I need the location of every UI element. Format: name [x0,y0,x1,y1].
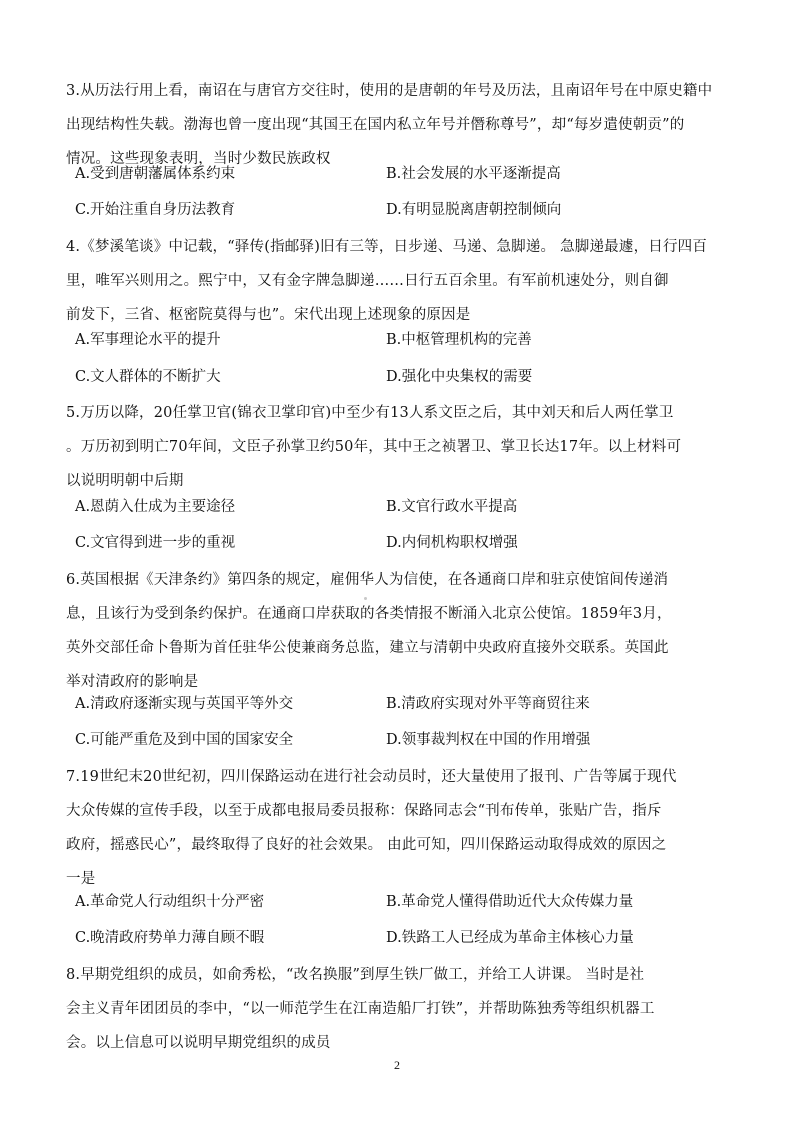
question-6-line-1: 6.英国根据《天津条约》第四条的规定，雇佣华人为信使，在各通商口岸和驻京使馆间传递消 [66,572,669,588]
question-5-line-2: 。万历初到明亡70年间，文臣子孙掌卫约50年，其中王之祯署卫、掌卫长达17年。以上材料可 [66,439,682,455]
question-3-option-d: D.有明显脱离唐朝控制倾向 [386,202,562,218]
question-5-option-d: D.内伺机构职权增强 [386,535,518,551]
question-7-option-c: C.晚清政府势单力薄自顾不暇 [75,930,265,946]
question-7-option-d: D.铁路工人已经成为革命主体核心力量 [386,930,634,946]
question-7-line-3: 政府，摇惑民心”，最终取得了良好的社会效果。 由此可知，四川保路运动取得成效的原因之 [66,837,667,853]
question-3-option-c: C.开始注重自身历法教育 [75,202,236,218]
question-5-option-c: C.文官得到进一步的重视 [75,535,236,551]
question-8-line-1: 8.早期党组织的成员，如俞秀松，“改名换服”到厚生铁厂做工，并给工人讲课。 当时是社 [66,967,645,983]
question-6-option-c: C.可能严重危及到中国的国家安全 [75,732,294,748]
question-6-line-2: 息，且该行为受到条约保护。在通商口岸获取的各类情报不断涌入北京公使馆。1859年3月， [66,606,672,622]
question-6-option-d: D.领事裁判权在中国的作用增强 [386,732,591,748]
question-6-line-3: 英外交部任命卜鲁斯为首任驻华公使兼商务总监，建立与清朝中央政府直接外交联系。英国此 [66,640,669,656]
question-7-line-2: 大众传媒的宣传手段，以至于成都电报局委员报称：保路同志会“刊布传单，张贴广告，指斥 [66,803,662,819]
question-4-line-2: 里，唯军兴则用之。熙宁中，又有金字牌急脚递……日行五百余里。有军前机速处分，则自御 [66,273,669,289]
question-7-line-4: 一是 [66,871,96,887]
question-8-stem [66,958,734,1060]
question-6-stem [66,563,734,699]
question-5-stem [66,396,734,498]
question-4-line-1: 4.《梦溪笔谈》中记载，“驿传(指邮驿)旧有三等，日步递、马递、急脚递。 急脚递最遽，日行四百 [66,239,708,255]
question-4-option-c: C.文人群体的不断扩大 [75,369,221,385]
question-8-line-2: 会主义青年团团员的李中，“以一师范学生在江南造船厂打铁”，并帮助陈独秀等组织机器工 [66,1001,655,1017]
question-4-line-3: 前发下，三省、枢密院莫得与也”。宋代出现上述现象的原因是 [66,307,471,323]
question-5-line-1: 5.万历以降，20任掌卫官(锦衣卫掌印官)中至少有13人系文臣之后，其中刘天和后人两任掌卫 [66,405,674,421]
question-3-option-a: A.受到唐朝藩属体系约束 [75,166,236,182]
question-7-line-1: 7.19世纪末20世纪初，四川保路运动在进行社会动员时，还大量使用了报刊、广告等属于现代 [66,769,677,785]
question-3-line-2: 出现结构性失载。渤海也曾一度出现“其国王在国内私立年号并僭称尊号”，却“每岁遣使朝贡”的 [66,117,685,133]
question-4-option-b: B.中枢管理机构的完善 [386,332,532,348]
question-8-line-3: 会。以上信息可以说明早期党组织的成员 [66,1035,331,1051]
question-3-stem [66,74,734,176]
question-7-option-b: B.革命党人懂得借助近代大众传媒力量 [386,894,634,910]
question-7-option-a: A.革命党人行动组织十分严密 [75,894,265,910]
question-3-line-3: 情况。这些现象表明，当时少数民族政权 [66,151,331,167]
scan-speck [364,597,367,600]
question-6-option-a: A.清政府逐渐实现与英国平等外交 [75,696,294,712]
question-4-stem [66,230,734,332]
question-5-line-3: 以说明明朝中后期 [66,473,184,489]
question-6-option-b: B.清政府实现对外平等商贸往来 [386,696,590,712]
question-3-option-b: B.社会发展的水平逐渐提高 [386,166,561,182]
page-number: 2 [394,1058,400,1072]
question-7-stem [66,760,734,896]
question-4-option-a: A.军事理论水平的提升 [75,332,221,348]
question-4-option-d: D.强化中央集权的需要 [386,369,533,385]
question-3-line-1: 3.从历法行用上看，南诏在与唐官方交往时，使用的是唐朝的年号及历法，且南诏年号在中原史籍中 [66,83,713,99]
question-5-option-a: A.恩荫入仕成为主要途径 [75,499,236,515]
question-6-line-4: 举对清政府的影响是 [66,674,199,690]
question-5-option-b: B.文官行政水平提高 [386,499,518,515]
